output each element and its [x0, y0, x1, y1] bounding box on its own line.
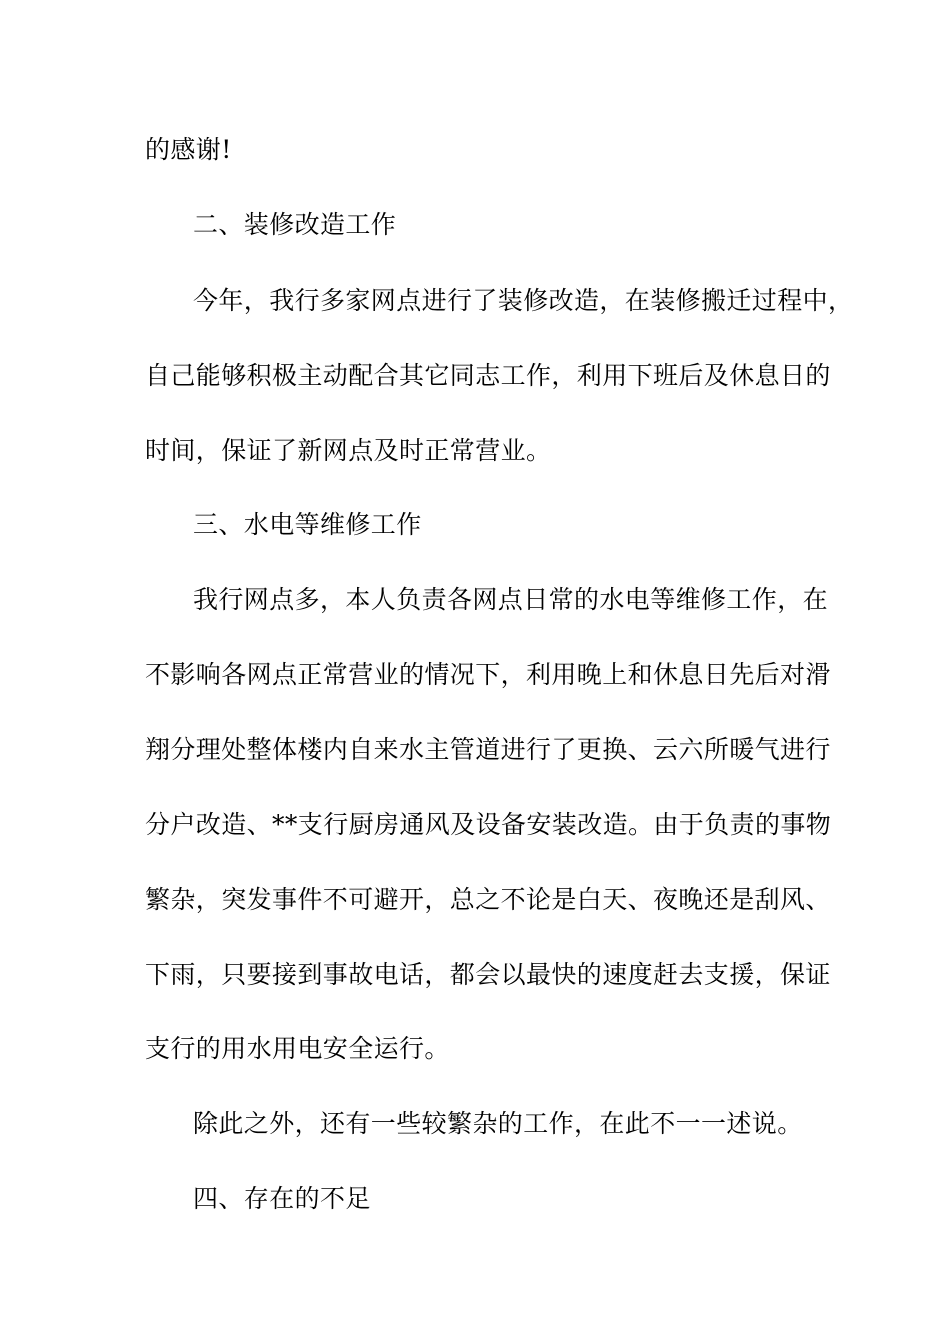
paragraph-line: 支行的用水用电安全运行。 — [145, 1034, 450, 1063]
paragraph-line: 不影响各网点正常营业的情况下，利用晚上和休息日先后对滑 — [145, 660, 831, 689]
paragraph-line: 的感谢! — [145, 135, 232, 164]
paragraph-line: 时间，保证了新网点及时正常营业。 — [145, 436, 552, 465]
paragraph-line: 下雨，只要接到事故电话，都会以最快的速度赶去支援，保证 — [145, 960, 831, 989]
paragraph-line: 今年，我行多家网点进行了装修改造，在装修搬迁过程中， — [193, 286, 854, 315]
paragraph-line: 除此之外，还有一些较繁杂的工作，在此不一一述说。 — [193, 1109, 803, 1138]
section-heading: 三、水电等维修工作 — [193, 510, 422, 539]
section-heading: 二、装修改造工作 — [193, 210, 397, 239]
paragraph-line: 我行网点多，本人负责各网点日常的水电等维修工作，在 — [193, 585, 829, 614]
paragraph-line: 翔分理处整体楼内自来水主管道进行了更换、云六所暖气进行 — [145, 735, 831, 764]
paragraph-line: 自己能够积极主动配合其它同志工作，利用下班后及休息日的 — [145, 361, 831, 390]
paragraph-line: 分户改造、**支行厨房通风及设备安装改造。由于负责的事物 — [145, 810, 832, 839]
paragraph-line: 繁杂，突发事件不可避开，总之不论是白天、夜晚还是刮风、 — [145, 885, 831, 914]
section-heading: 四、存在的不足 — [193, 1184, 371, 1213]
